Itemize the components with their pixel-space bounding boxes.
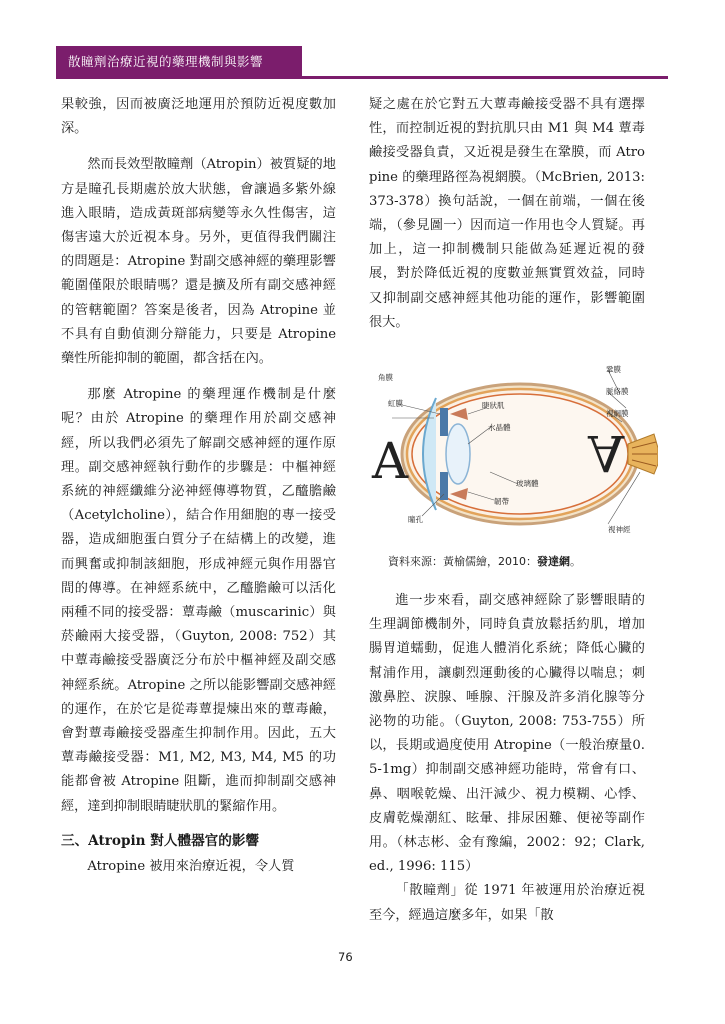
paragraph: 那麼 Atropine 的藥理運作機制是什麼呢？由於 Atropine 的藥理作用於副交感神經，所以我們必須先了解副交感神經的運作原理。副交感神經執行動作的步驟是：中樞神經系統的神經纖維分泌神經傳導物質，乙醯膽鹼（Acetylcholine），結合作用細胞的專一接受器，造成細胞蛋白質分子在結構上的改變，進而興奮或抑制該細胞，形成神經元與作用器官間的傳導。在神經系統中，乙醯膽鹼可以活化兩種不同的接受器：蕈毒鹼（muscarinic）與菸鹼兩大接受器，（Guyton, 2008: 752）其中蕈毒鹼接受器廣泛分布於中樞神經及副交感神經系統。Atropine 之所以能影響副交感神經的運作，在於它是從毒蕈提煉出來的蕈毒鹼，會對蕈毒鹼接受器產生抑制作用。因此，五大蕈毒鹼接受器：M1, M2, M3, M4, M5 的功能都會被 Atropine 阻斷，進而抑制副交感神經，達到抑制眼睛睫狀肌的緊縮作用。 [61, 387, 336, 814]
paragraph: 進一步來看，副交感神經除了影響眼睛的生理調節機制外，同時負責放鬆括約肌，增加腸胃道蠕動，促進人體消化系統；降低心臟的幫浦作用，讓劇烈運動後的心臟得以喘息；刺激鼻腔、淚腺、唾腺、汗腺及許多消化腺等分泌物的功能。（Guyton, 2008: 753-755）所以，長期或過度使用 Atropine（一般治療量0.5-1mg）抑制副交感神經功能時，常會有口、鼻、咽喉乾燥、出汗減少、視力模糊、心悸、皮膚乾燥潮紅、眩暈、排尿困難、便祕等副作用。（林志彬、金有豫編，2002：92；Clark, ed., 1996: 115） [369, 593, 645, 875]
page-number: 76 [338, 950, 353, 964]
label-cornea: 角膜 [378, 373, 393, 382]
right-column-lower [369, 589, 645, 928]
lens-shape [446, 424, 470, 484]
right-column [369, 93, 645, 335]
label-optic-nerve: 視神經 [608, 525, 631, 534]
paragraph: 果較強，因而被廣泛地運用於預防近視度數加深。 [61, 97, 336, 137]
label-retina: 視網膜 [606, 409, 629, 418]
left-column [61, 93, 336, 879]
figure-letter-a-inverted: A [588, 424, 625, 482]
label-lens: 水晶體 [488, 423, 511, 432]
paragraph: 疑之處在於它對五大蕈毒鹼接受器不具有選擇性，而控制近視的對抗肌只由 M1 與 M4 蕈毒鹼接受器負責，又近視是發生在鞏膜，而 Atropine 的藥理路徑為視網膜。（McBrien, 2013: 373-378）換句話說，一個在前端，一個在後端，（參見圖一）因而這一作用也令人質疑。再加上，這一抑制機制只能做為延遲近視的發展，對於降低近視的度數並無實質效益，同時又抑制副交感神經其他功能的運作，影響範圍很大。 [369, 97, 645, 330]
header-rule [56, 76, 668, 79]
header-bar [56, 46, 302, 76]
eye-anatomy-figure [370, 365, 658, 540]
label-sclera: 鞏膜 [606, 365, 621, 374]
paragraph: 「散瞳劑」從 1971 年被運用於治療近視至今，經過這麼多年，如果「散 [369, 883, 645, 923]
label-ciliary-body: 睫狀肌 [482, 401, 505, 410]
paragraph: Atropine 被用來治療近視，令人質 [87, 858, 295, 874]
label-pupil: 瞳孔 [408, 515, 423, 524]
section-heading: 三、Atropin 對人體器官的影響 [61, 832, 260, 849]
caption-source-bold: 發達網 [537, 555, 570, 568]
paragraph: 然而長效型散瞳劑（Atropin）被質疑的地方是瞳孔長期處於放大狀態，會讓過多紫外線進入眼睛，造成黃斑部病變等永久性傷害，這傷害遠大於近視本身。另外，更值得我們關注的問題是：Atropine 對副交感神經的藥理影響範圍僅限於眼睛嗎？還是擴及所有副交感神經的管轄範圍？答案是後者，因為 Atropine 並不具有自動偵測分辯能力，只要是 Atropine 藥性所能抑制的範圍，都含括在內。 [61, 157, 336, 367]
running-title: 散瞳劑治療近視的藥理機制與影響 [68, 54, 264, 69]
iris-lower [440, 472, 448, 500]
label-zonule: 韌帶 [494, 497, 509, 506]
figure-letter-a: A [372, 432, 409, 490]
label-choroid: 脈絡膜 [606, 387, 629, 396]
figure-caption [388, 553, 581, 569]
label-iris: 虹膜 [388, 399, 403, 408]
label-vitreous: 玻璃體 [516, 479, 539, 488]
iris-upper [440, 408, 448, 436]
caption-source: 資料來源：黃榆儒繪，2010： [388, 555, 537, 568]
caption-end: 。 [570, 555, 581, 568]
